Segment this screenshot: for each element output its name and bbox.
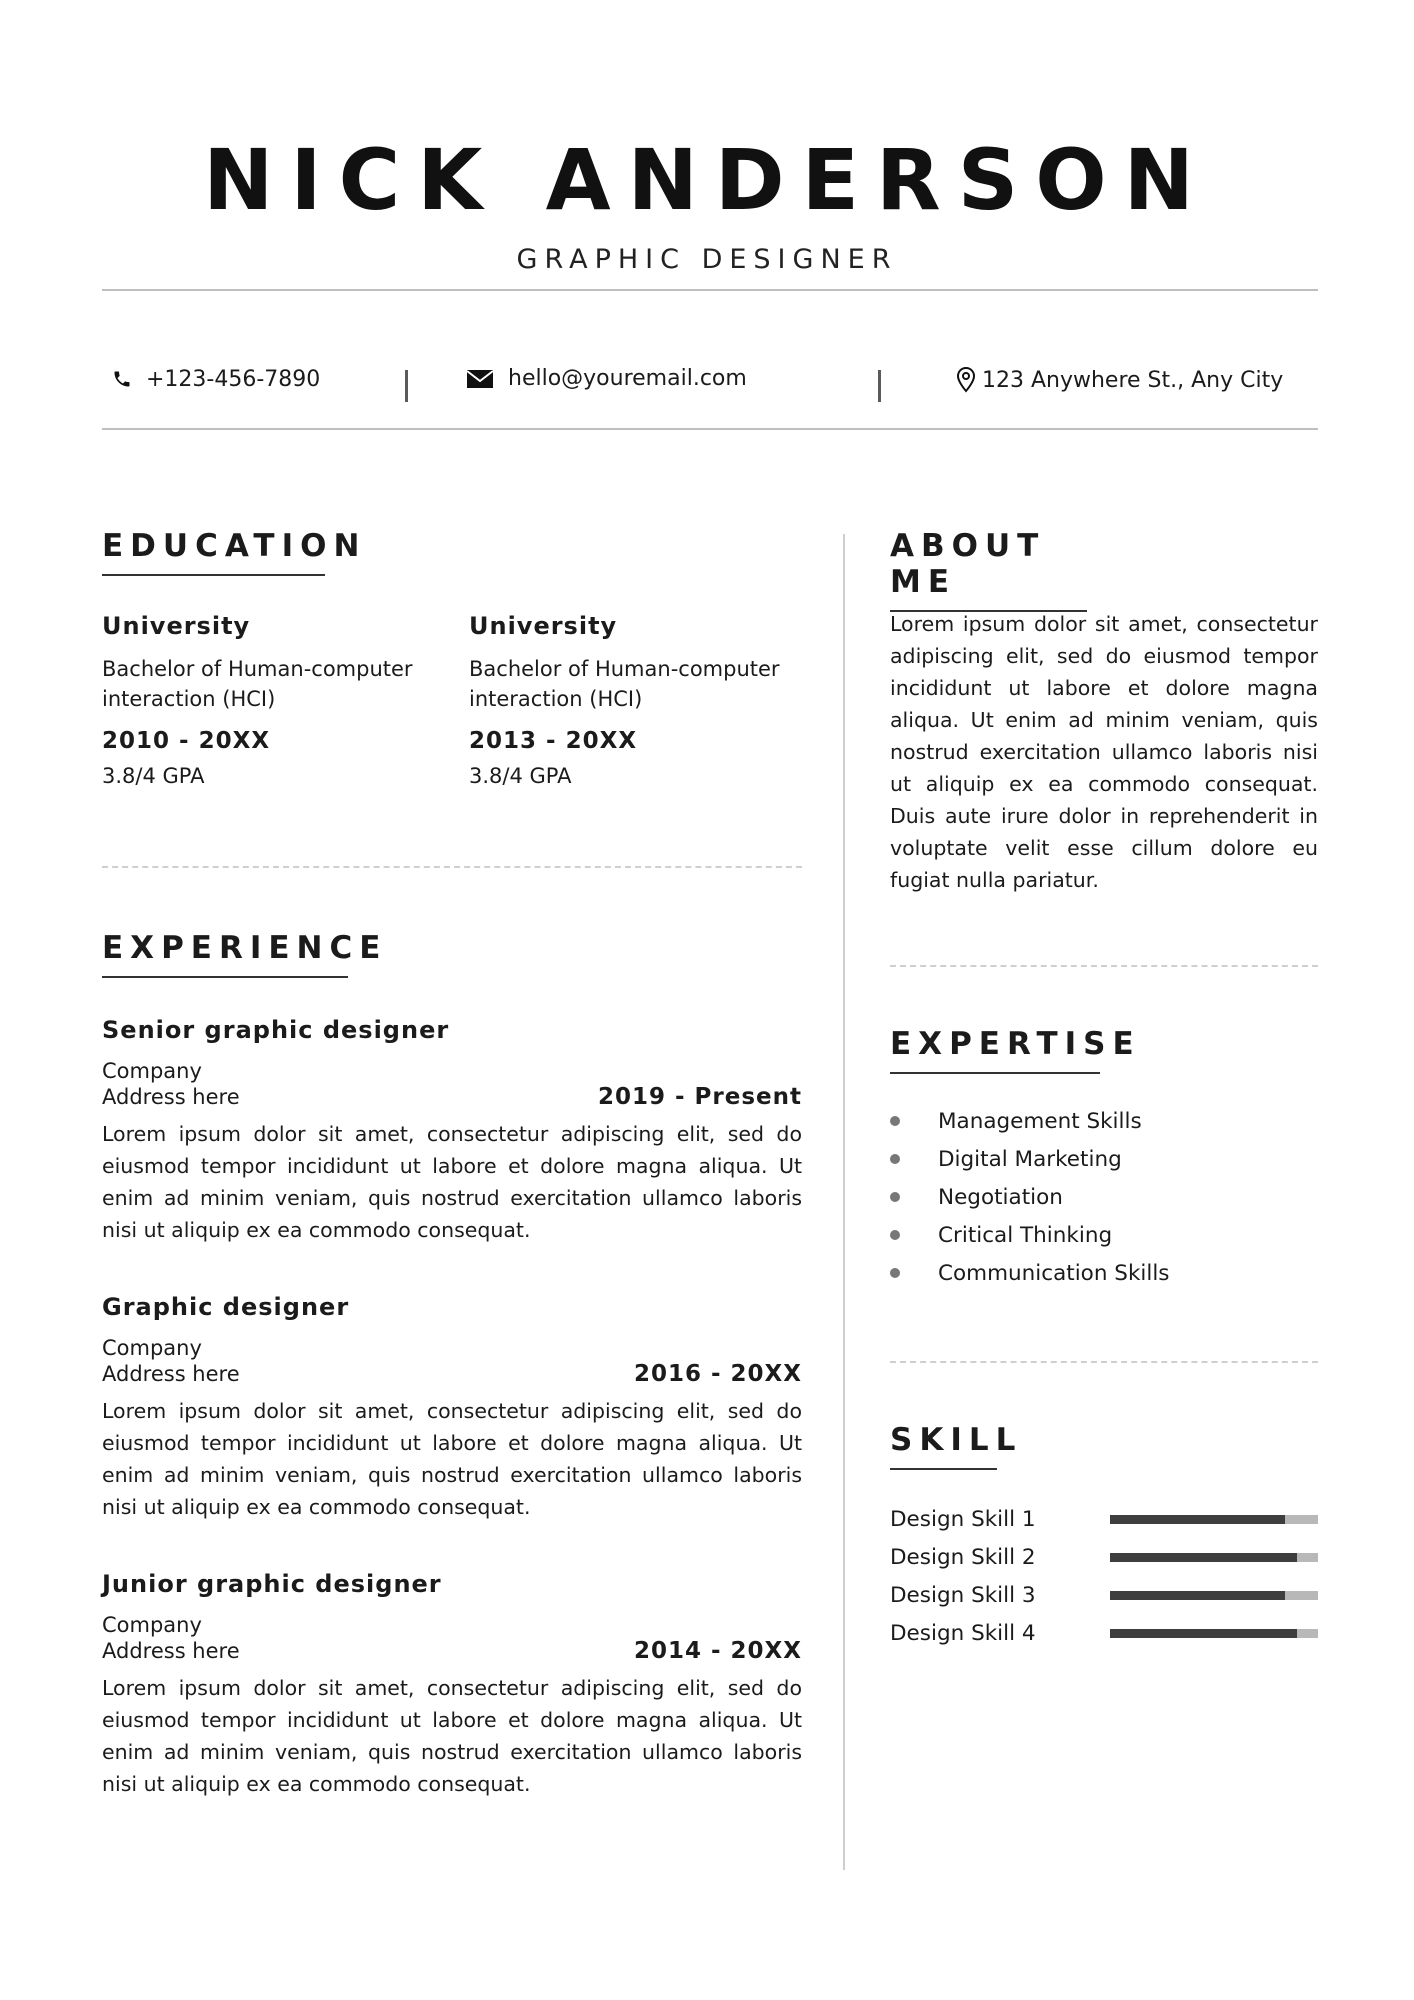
job-company: Company	[102, 1336, 202, 1360]
skill-label: Design Skill 2	[890, 1544, 1036, 1570]
education-degree: Bachelor of Human-computer interaction (HCI)	[102, 657, 413, 711]
expertise-label: Management Skills	[938, 1108, 1142, 1134]
skill-bar	[1110, 1629, 1318, 1638]
contact-phone	[112, 366, 320, 392]
job-description: Lorem ipsum dolor sit amet, consectetur adipiscing elit, sed do eiusmod tempor incididunt ut labore et dolore magna aliqua. Ut enim ad minim veniam, quis nostrud exercitation ullamco laboris nisi ut aliquip ex ea commodo consequat.	[102, 1399, 802, 1519]
education-gpa: 3.8/4 GPA	[102, 764, 205, 788]
bullet-icon	[890, 1116, 900, 1126]
skill-bar	[1110, 1591, 1318, 1600]
skill-bar-fill	[1110, 1629, 1297, 1638]
about-text: Lorem ipsum dolor sit amet, consectetur adipiscing elit, sed do eiusmod tempor incididunt ut labore et dolore magna aliqua. Ut enim ad minim veniam, quis nostrud exercitation ullamco laboris nisi ut aliquip ex ea commodo consequat. Duis aute irure dolor in reprehenderit in voluptate velit esse cillum dolore eu fugiat nulla pariatur.	[890, 612, 1318, 892]
job-dates: 2014 - 20XX	[633, 1638, 802, 1664]
contact-address	[956, 366, 1283, 394]
location-pin-icon	[956, 366, 976, 394]
contact-separator	[405, 370, 408, 402]
job-address: Address here	[102, 1639, 240, 1663]
candidate-name: NICK ANDERSON	[203, 131, 1211, 229]
skill-bar-fill	[1110, 1553, 1297, 1562]
education-years: 2013 - 20XX	[469, 728, 638, 754]
list-item	[890, 1140, 1170, 1178]
street-address: 123 Anywhere St., Any City	[982, 367, 1284, 393]
section-divider	[890, 1361, 1318, 1363]
education-years: 2010 - 20XX	[102, 728, 271, 754]
expertise-label: Digital Marketing	[938, 1146, 1122, 1172]
about-heading: ABOUT ME	[890, 528, 1087, 612]
list-item	[890, 1178, 1170, 1216]
education-entry	[469, 612, 809, 788]
expertise-list	[890, 1102, 1170, 1292]
expertise-label: Negotiation	[938, 1184, 1063, 1210]
job-title: GRAPHIC DESIGNER	[516, 244, 898, 275]
bullet-icon	[890, 1230, 900, 1240]
phone-icon	[112, 366, 132, 392]
bullet-icon	[890, 1154, 900, 1164]
education-entry	[102, 612, 442, 788]
skill-label: Design Skill 4	[890, 1620, 1036, 1646]
skill-row	[890, 1500, 1318, 1538]
list-item	[890, 1102, 1170, 1140]
job-role: Senior graphic designer	[102, 1016, 450, 1044]
skill-row	[890, 1576, 1318, 1614]
job-role: Graphic designer	[102, 1293, 350, 1321]
skill-label: Design Skill 1	[890, 1506, 1036, 1532]
skill-row	[890, 1614, 1318, 1652]
skill-bar	[1110, 1515, 1318, 1524]
bullet-icon	[890, 1192, 900, 1202]
expertise-label: Communication Skills	[938, 1260, 1170, 1286]
education-gpa: 3.8/4 GPA	[469, 764, 572, 788]
column-divider	[843, 534, 845, 1870]
section-divider	[890, 965, 1318, 967]
skill-bar-fill	[1110, 1591, 1285, 1600]
job-description: Lorem ipsum dolor sit amet, consectetur adipiscing elit, sed do eiusmod tempor incididunt ut labore et dolore magna aliqua. Ut enim ad minim veniam, quis nostrud exercitation ullamco laboris nisi ut aliquip ex ea commodo consequat.	[102, 1676, 802, 1796]
skill-heading: SKILL	[890, 1422, 997, 1470]
job-company: Company	[102, 1613, 202, 1637]
experience-entry	[102, 1293, 802, 1523]
list-item	[890, 1216, 1170, 1254]
bullet-icon	[890, 1268, 900, 1278]
education-school: University	[102, 612, 251, 640]
skill-list	[890, 1500, 1318, 1652]
expertise-heading: EXPERTISE	[890, 1026, 1100, 1074]
education-degree: Bachelor of Human-computer interaction (HCI)	[469, 657, 780, 711]
job-address: Address here	[102, 1362, 240, 1386]
job-address: Address here	[102, 1085, 240, 1109]
experience-entry	[102, 1570, 802, 1800]
education-heading: EDUCATION	[102, 528, 325, 576]
job-dates: 2019 - Present	[597, 1084, 802, 1110]
skill-bar	[1110, 1553, 1318, 1562]
education-school: University	[469, 612, 618, 640]
experience-heading: EXPERIENCE	[102, 930, 348, 978]
contact-email	[466, 366, 747, 391]
list-item	[890, 1254, 1170, 1292]
envelope-icon	[466, 368, 494, 390]
job-dates: 2016 - 20XX	[633, 1361, 802, 1387]
job-company: Company	[102, 1059, 202, 1083]
experience-entry	[102, 1016, 802, 1246]
job-role: Junior graphic designer	[102, 1570, 442, 1598]
skill-bar-fill	[1110, 1515, 1285, 1524]
email-address: hello@youremail.com	[508, 366, 747, 391]
skill-label: Design Skill 3	[890, 1582, 1036, 1608]
contact-separator	[878, 370, 881, 402]
job-description: Lorem ipsum dolor sit amet, consectetur adipiscing elit, sed do eiusmod tempor incididunt ut labore et dolore magna aliqua. Ut enim ad minim veniam, quis nostrud exercitation ullamco laboris nisi ut aliquip ex ea commodo consequat.	[102, 1122, 802, 1242]
skill-row	[890, 1538, 1318, 1576]
phone-number: +123-456-7890	[146, 366, 321, 392]
expertise-label: Critical Thinking	[938, 1222, 1113, 1248]
header-divider	[102, 289, 1318, 291]
section-divider	[102, 866, 802, 868]
contact-divider	[102, 428, 1318, 430]
